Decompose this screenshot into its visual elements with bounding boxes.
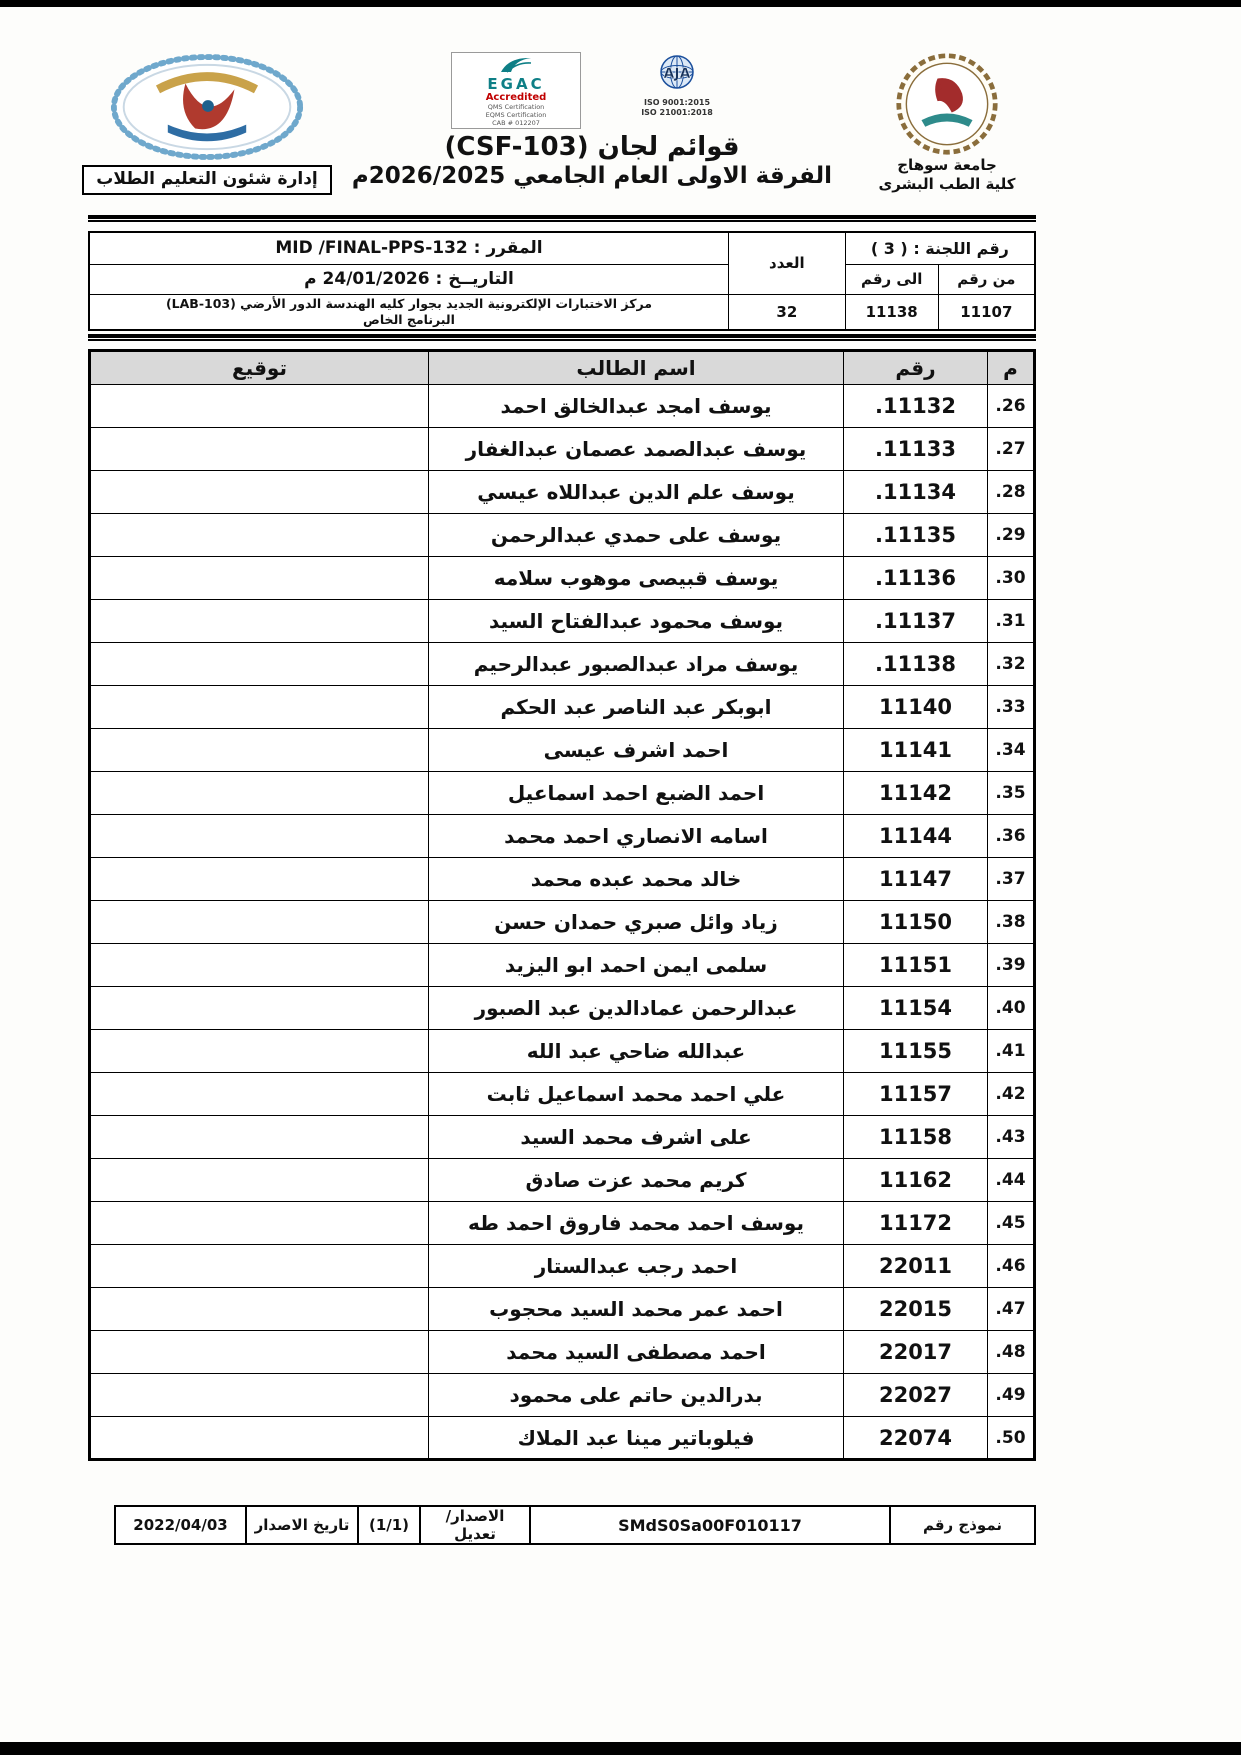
university-name: جامعة سوهاج bbox=[897, 156, 997, 174]
row-student-number: 11162 bbox=[844, 1159, 988, 1202]
row-signature-cell bbox=[90, 1116, 429, 1159]
document-header bbox=[88, 52, 1036, 212]
faculty-emblem-icon bbox=[109, 52, 305, 162]
row-student-name: يوسف مراد عبدالصبور عبدالرحيم bbox=[429, 643, 844, 686]
egac-cert-line1: QMS Certification bbox=[487, 103, 545, 111]
row-serial: 50. bbox=[988, 1417, 1035, 1460]
row-student-name: احمد اشرف عيسى bbox=[429, 729, 844, 772]
row-signature-cell bbox=[90, 901, 429, 944]
row-serial: 28. bbox=[988, 471, 1035, 514]
aja-iso1: ISO 9001:2015 bbox=[643, 98, 711, 107]
row-serial: 41. bbox=[988, 1030, 1035, 1073]
form-number-value: SMdS0Sa00F010117 bbox=[530, 1506, 890, 1544]
row-serial: 33. bbox=[988, 686, 1035, 729]
row-serial: 46. bbox=[988, 1245, 1035, 1288]
row-serial: 42. bbox=[988, 1073, 1035, 1116]
table-row bbox=[90, 1245, 1035, 1288]
row-serial: 37. bbox=[988, 858, 1035, 901]
row-serial: 43. bbox=[988, 1116, 1035, 1159]
count-label: العدد bbox=[728, 232, 845, 294]
row-serial: 39. bbox=[988, 944, 1035, 987]
egac-cert-line3: CAB # 012207 bbox=[492, 119, 540, 128]
exam-location-line1: مركز الاختبارات الإلكترونية الجديد بجوار كليه الهندسة الدور الأرضي (LAB-103) bbox=[165, 295, 652, 311]
course-cell bbox=[89, 232, 728, 264]
table-row bbox=[90, 1073, 1035, 1116]
header-student-name: اسم الطالب bbox=[429, 351, 844, 385]
row-student-number: 11136. bbox=[844, 557, 988, 600]
row-student-name: احمد رجب عبدالستار bbox=[429, 1245, 844, 1288]
row-signature-cell bbox=[90, 686, 429, 729]
row-student-name: احمد الضبع احمد اسماعيل bbox=[429, 772, 844, 815]
row-student-number: 11137. bbox=[844, 600, 988, 643]
university-block bbox=[858, 52, 1036, 212]
row-student-number: 11133. bbox=[844, 428, 988, 471]
row-serial: 26. bbox=[988, 385, 1035, 428]
row-student-name: يوسف محمود عبدالفتاح السيد bbox=[429, 600, 844, 643]
issue-date-value: 2022/04/03 bbox=[115, 1506, 246, 1544]
table-row bbox=[90, 1374, 1035, 1417]
table-row bbox=[90, 1417, 1035, 1460]
row-serial: 27. bbox=[988, 428, 1035, 471]
row-student-number: 11155 bbox=[844, 1030, 988, 1073]
table-row bbox=[90, 1030, 1035, 1073]
row-student-number: 11157 bbox=[844, 1073, 988, 1116]
row-signature-cell bbox=[90, 428, 429, 471]
page-title: قوائم لجان (CSF-103) bbox=[444, 132, 740, 162]
row-student-name: يوسف علم الدين عبداللاه عيسي bbox=[429, 471, 844, 514]
row-student-name: احمد مصطفى السيد محمد bbox=[429, 1331, 844, 1374]
row-serial: 44. bbox=[988, 1159, 1035, 1202]
row-signature-cell bbox=[90, 815, 429, 858]
table-row bbox=[90, 901, 1035, 944]
row-student-name: يوسف على حمدي عبدالرحمن bbox=[429, 514, 844, 557]
table-row bbox=[90, 1331, 1035, 1374]
row-serial: 30. bbox=[988, 557, 1035, 600]
row-serial: 29. bbox=[988, 514, 1035, 557]
table-row bbox=[90, 686, 1035, 729]
row-student-name: فيلوباتير مينا عبد الملاك bbox=[429, 1417, 844, 1460]
accreditation-logos bbox=[451, 52, 733, 128]
row-serial: 35. bbox=[988, 772, 1035, 815]
row-signature-cell bbox=[90, 1159, 429, 1202]
table-row bbox=[90, 944, 1035, 987]
row-signature-cell bbox=[90, 1288, 429, 1331]
student-table-body bbox=[90, 385, 1035, 1460]
row-serial: 38. bbox=[988, 901, 1035, 944]
table-row bbox=[90, 514, 1035, 557]
university-logo-icon bbox=[895, 52, 999, 156]
table-row bbox=[90, 815, 1035, 858]
row-student-number: 11140 bbox=[844, 686, 988, 729]
egac-bird-icon bbox=[499, 55, 533, 73]
row-student-number: 11172 bbox=[844, 1202, 988, 1245]
from-number-value: 11107 bbox=[938, 294, 1035, 330]
row-student-number: 11151 bbox=[844, 944, 988, 987]
aja-text: AJA bbox=[663, 66, 691, 82]
row-serial: 40. bbox=[988, 987, 1035, 1030]
row-student-name: بدرالدين حاتم على محمود bbox=[429, 1374, 844, 1417]
table-row bbox=[90, 987, 1035, 1030]
row-signature-cell bbox=[90, 1202, 429, 1245]
table-row bbox=[90, 772, 1035, 815]
row-student-name: ابوبكر عبد الناصر عبد الحكم bbox=[429, 686, 844, 729]
table-row bbox=[90, 471, 1035, 514]
row-student-number: 22027 bbox=[844, 1374, 988, 1417]
row-student-number: 22017 bbox=[844, 1331, 988, 1374]
row-signature-cell bbox=[90, 1417, 429, 1460]
row-signature-cell bbox=[90, 987, 429, 1030]
from-number-label: من رقم bbox=[938, 264, 1035, 294]
row-serial: 49. bbox=[988, 1374, 1035, 1417]
table-row bbox=[90, 385, 1035, 428]
top-border-bar bbox=[0, 0, 1241, 7]
exam-location bbox=[89, 294, 728, 330]
issue-label: الاصدار/تعديل bbox=[420, 1506, 530, 1544]
row-signature-cell bbox=[90, 471, 429, 514]
exam-info-table bbox=[88, 231, 1036, 331]
to-number-value: 11138 bbox=[845, 294, 938, 330]
table-row bbox=[90, 1159, 1035, 1202]
table-row bbox=[90, 557, 1035, 600]
row-signature-cell bbox=[90, 772, 429, 815]
row-student-name: يوسف عبدالصمد عصمان عبدالغفار bbox=[429, 428, 844, 471]
header-serial: م bbox=[988, 351, 1035, 385]
row-signature-cell bbox=[90, 858, 429, 901]
row-signature-cell bbox=[90, 1245, 429, 1288]
student-count-value: 32 bbox=[728, 294, 845, 330]
row-serial: 48. bbox=[988, 1331, 1035, 1374]
row-student-name: زياد وائل صبري حمدان حسن bbox=[429, 901, 844, 944]
student-table bbox=[88, 349, 1036, 1461]
table-row bbox=[90, 1288, 1035, 1331]
row-signature-cell bbox=[90, 1374, 429, 1417]
row-student-name: كريم محمد عزت صادق bbox=[429, 1159, 844, 1202]
row-student-name: خالد محمد عبده محمد bbox=[429, 858, 844, 901]
row-student-name: سلمى ايمن احمد ابو اليزيد bbox=[429, 944, 844, 987]
course-label: المقرر : bbox=[473, 238, 543, 259]
issue-value: (1/1) bbox=[358, 1506, 420, 1544]
page-subtitle: الفرقة الاولى العام الجامعي 2026/2025م bbox=[351, 163, 833, 189]
table-row bbox=[90, 643, 1035, 686]
row-signature-cell bbox=[90, 1030, 429, 1073]
header-separator-line bbox=[88, 215, 1036, 222]
row-student-number: 22011 bbox=[844, 1245, 988, 1288]
row-student-number: 11141 bbox=[844, 729, 988, 772]
table-row bbox=[90, 428, 1035, 471]
row-signature-cell bbox=[90, 1073, 429, 1116]
table-row bbox=[90, 1202, 1035, 1245]
row-signature-cell bbox=[90, 514, 429, 557]
row-signature-cell bbox=[90, 557, 429, 600]
aja-logo bbox=[621, 52, 733, 117]
form-number-label: نموذج رقم bbox=[890, 1506, 1035, 1544]
header-signature: توقيع bbox=[90, 351, 429, 385]
table-header-row bbox=[90, 351, 1035, 385]
committee-number: رقم اللجنة : ( 3 ) bbox=[845, 232, 1035, 264]
form-footer bbox=[114, 1505, 1036, 1545]
aja-globe-icon bbox=[648, 52, 706, 94]
egac-name: EGAC bbox=[487, 75, 545, 93]
faculty-name: كلية الطب البشرى bbox=[878, 174, 1016, 193]
row-student-number: 11142 bbox=[844, 772, 988, 815]
row-student-name: على اشرف محمد السيد bbox=[429, 1116, 844, 1159]
row-student-name: اسامه الانصاري احمد محمد bbox=[429, 815, 844, 858]
row-student-name: يوسف امجد عبدالخالق احمد bbox=[429, 385, 844, 428]
row-student-number: 11144 bbox=[844, 815, 988, 858]
exam-location-line2: البرنامج الخاص bbox=[363, 311, 455, 327]
row-signature-cell bbox=[90, 643, 429, 686]
row-signature-cell bbox=[90, 1331, 429, 1374]
row-serial: 32. bbox=[988, 643, 1035, 686]
egac-cert-line2: EQMS Certification bbox=[485, 111, 547, 120]
row-signature-cell bbox=[90, 944, 429, 987]
row-serial: 31. bbox=[988, 600, 1035, 643]
row-student-name: يوسف قبيصى موهوب سلامه bbox=[429, 557, 844, 600]
table-row bbox=[90, 858, 1035, 901]
row-student-number: 11134. bbox=[844, 471, 988, 514]
to-number-label: الى رقم bbox=[845, 264, 938, 294]
row-student-name: عبدالله ضاحي عبد الله bbox=[429, 1030, 844, 1073]
row-student-number: 11150 bbox=[844, 901, 988, 944]
info-separator-line bbox=[88, 334, 1036, 341]
title-block bbox=[326, 52, 858, 212]
bottom-border-bar bbox=[0, 1742, 1241, 1755]
row-signature-cell bbox=[90, 729, 429, 772]
egac-logo bbox=[451, 52, 581, 129]
row-student-number: 11135. bbox=[844, 514, 988, 557]
row-signature-cell bbox=[90, 600, 429, 643]
egac-accredited: Accredited bbox=[485, 92, 547, 103]
row-serial: 34. bbox=[988, 729, 1035, 772]
row-student-number: 22015 bbox=[844, 1288, 988, 1331]
row-student-number: 11147 bbox=[844, 858, 988, 901]
course-value: MID /FINAL-PPS-132 bbox=[275, 238, 468, 259]
issue-date-label: تاريخ الاصدار bbox=[246, 1506, 358, 1544]
row-serial: 45. bbox=[988, 1202, 1035, 1245]
row-student-name: عبدالرحمن عمادالدين عبد الصبور bbox=[429, 987, 844, 1030]
row-student-number: 11138. bbox=[844, 643, 988, 686]
row-serial: 47. bbox=[988, 1288, 1035, 1331]
row-student-name: احمد عمر محمد السيد محجوب bbox=[429, 1288, 844, 1331]
row-student-name: يوسف احمد محمد فاروق احمد طه bbox=[429, 1202, 844, 1245]
aja-iso2: ISO 21001:2018 bbox=[641, 107, 713, 117]
row-student-number: 11158 bbox=[844, 1116, 988, 1159]
row-student-number: 11154 bbox=[844, 987, 988, 1030]
row-signature-cell bbox=[90, 385, 429, 428]
exam-date: التاريــخ : 24/01/2026 م bbox=[89, 264, 728, 294]
table-row bbox=[90, 600, 1035, 643]
faculty-block bbox=[88, 52, 326, 212]
header-number: رقم bbox=[844, 351, 988, 385]
admin-office-label: إدارة شئون التعليم الطلاب bbox=[82, 165, 332, 195]
table-row bbox=[90, 729, 1035, 772]
row-student-number: 22074 bbox=[844, 1417, 988, 1460]
table-row bbox=[90, 1116, 1035, 1159]
row-serial: 36. bbox=[988, 815, 1035, 858]
row-student-number: 11132. bbox=[844, 385, 988, 428]
row-student-name: علي احمد محمد اسماعيل ثابت bbox=[429, 1073, 844, 1116]
